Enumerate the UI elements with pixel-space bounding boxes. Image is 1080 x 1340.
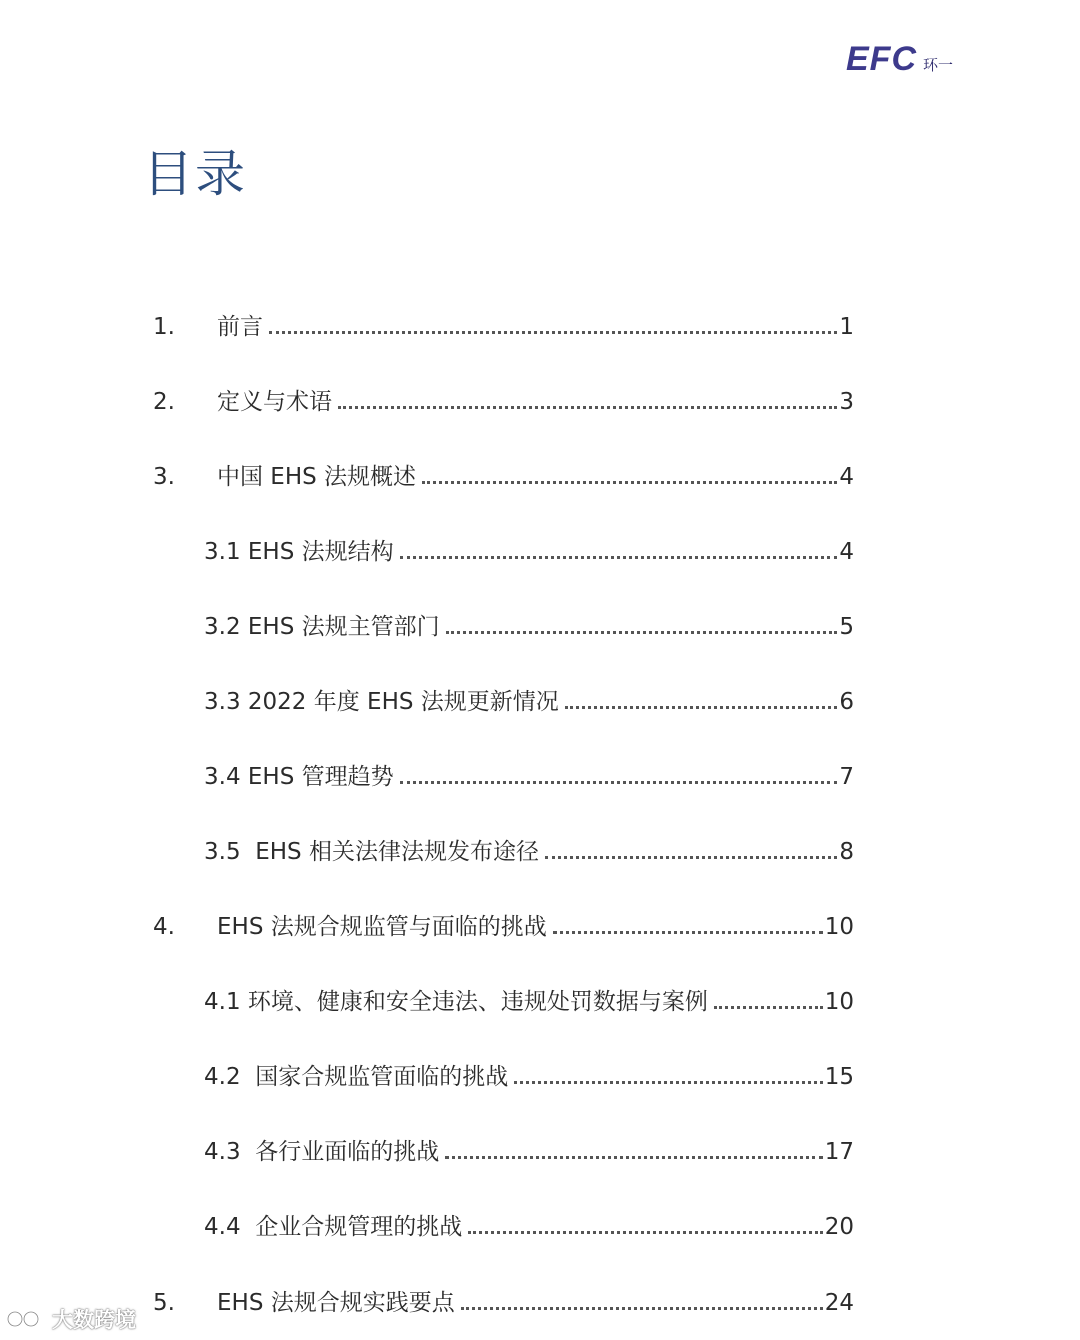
toc-label [241, 991, 708, 1014]
toc-label [241, 1216, 463, 1239]
toc-label-text: EHS 法规主管部门 [247, 614, 440, 640]
toc-page-number: 4 [839, 464, 854, 490]
logo-chinese-text: 环一 [923, 56, 954, 74]
toc-dot-leader [338, 406, 837, 409]
toc-number: 5. [153, 1290, 175, 1316]
toc-label: EHS 法规合规监管与面临的挑战 [217, 914, 547, 940]
toc-page-number: 20 [824, 1214, 854, 1240]
toc-entry-5[interactable] [153, 1279, 854, 1315]
toc-label [241, 616, 440, 639]
page-title: 目录 [143, 145, 247, 203]
toc-label [241, 541, 394, 564]
toc-entry-4-2[interactable] [204, 1053, 854, 1089]
toc-label [241, 766, 394, 789]
toc-entry-2[interactable] [153, 378, 854, 414]
toc-dot-leader [565, 706, 838, 709]
toc-number: 2. [153, 389, 175, 415]
toc-entry-3[interactable] [153, 453, 854, 489]
toc-dot-leader [514, 1081, 823, 1084]
toc-number: 3. [153, 464, 175, 490]
toc-entry-3-3[interactable] [204, 678, 854, 714]
toc-page-number: 10 [824, 989, 854, 1015]
toc-label-text: EHS 法规结构 [247, 539, 394, 565]
toc-page-number: 5 [839, 614, 854, 640]
toc-label-text: EHS 相关法律法规发布途径 [247, 839, 539, 865]
toc-label-text: 环境、健康和安全违法、违规处罚数据与案例 [247, 989, 708, 1015]
toc-entry-4[interactable] [153, 903, 854, 939]
logo-mark: EFC [846, 40, 917, 78]
toc-number: 1. [153, 314, 175, 340]
toc-dot-leader [400, 556, 838, 559]
toc-label: 定义与术语 [217, 389, 332, 415]
toc-number: 4.4 [204, 1214, 241, 1240]
toc-entry-3-2[interactable] [204, 603, 854, 639]
toc-page-number: 8 [839, 839, 854, 865]
toc-label-text: 企业合规管理的挑战 [247, 1214, 463, 1240]
toc-page-number: 1 [839, 314, 854, 340]
toc-entry-3-1[interactable] [204, 528, 854, 564]
toc-number: 4.2 [204, 1064, 241, 1090]
toc-dot-leader [446, 631, 838, 634]
toc-page-number: 4 [839, 539, 854, 565]
toc-label [241, 1066, 509, 1089]
toc-dot-leader [714, 1006, 823, 1009]
toc-page-number: 6 [839, 689, 854, 715]
toc-label [241, 691, 559, 714]
toc-page-number: 17 [824, 1139, 854, 1165]
toc-number: 3.5 [204, 839, 241, 865]
toc-dot-leader [445, 1156, 823, 1159]
toc-page-number: 3 [839, 389, 854, 415]
toc-dot-leader [461, 1307, 823, 1310]
toc-dot-leader [468, 1231, 823, 1234]
toc-label-text: EHS 管理趋势 [247, 764, 394, 790]
toc-label-text: 国家合规监管面临的挑战 [247, 1064, 509, 1090]
toc-page-number: 15 [824, 1064, 854, 1090]
watermark-text: 大数跨境 [52, 1308, 136, 1332]
toc-page-number: 10 [824, 914, 854, 940]
toc-dot-leader [553, 931, 823, 934]
toc-dot-leader [422, 481, 837, 484]
toc-number: 3.3 [204, 689, 241, 715]
toc-label: 前言 [217, 314, 263, 340]
toc-dot-leader [545, 856, 837, 859]
toc-label-text: 2022 年度 EHS 法规更新情况 [247, 689, 559, 715]
toc-label: EHS 法规合规实践要点 [217, 1290, 455, 1316]
toc-entry-4-4[interactable] [204, 1203, 854, 1239]
toc-label-text: 各行业面临的挑战 [247, 1139, 440, 1165]
toc-number: 3.2 [204, 614, 241, 640]
toc-number: 4.3 [204, 1139, 241, 1165]
toc-label [241, 841, 539, 864]
toc-entry-4-3[interactable] [204, 1128, 854, 1164]
toc-label [241, 1141, 440, 1164]
toc-entry-4-1[interactable] [204, 978, 854, 1014]
toc-entry-3-4[interactable] [204, 753, 854, 789]
toc-entry-3-5[interactable] [204, 828, 854, 864]
toc-number: 3.4 [204, 764, 241, 790]
toc-page-number: 7 [839, 764, 854, 790]
watermark-logo-icon [6, 1307, 46, 1331]
toc-page-number: 24 [824, 1290, 854, 1316]
watermark [6, 1304, 136, 1334]
toc-label: 中国 EHS 法规概述 [217, 464, 417, 490]
toc-number: 4. [153, 914, 175, 940]
toc-number: 3.1 [204, 539, 241, 565]
toc-dot-leader [400, 781, 838, 784]
toc-entry-1[interactable] [153, 303, 854, 339]
toc-dot-leader [269, 331, 837, 334]
toc-number: 4.1 [204, 989, 241, 1015]
